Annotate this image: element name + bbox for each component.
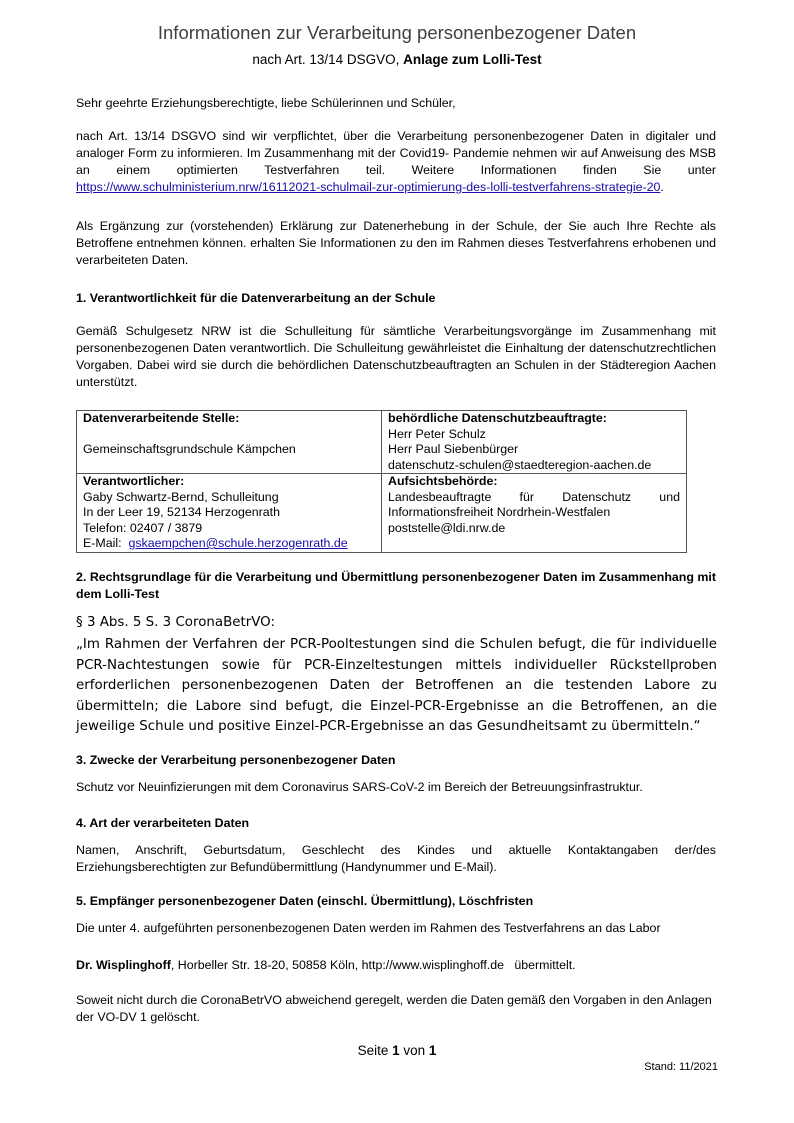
dpo-cell <box>382 411 687 474</box>
school-email-link[interactable]: gskaempchen@schule.herzogenrath.de <box>128 536 348 550</box>
link-suffix: . <box>660 180 664 194</box>
page-mid: von <box>399 1043 429 1058</box>
section5-text2: Soweit nicht durch die CoronaBetrVO abweichend geregelt, werden die Daten gemäß den Vorgaben in den Anlagen der VO-DV 1 gelöscht. <box>76 993 712 1024</box>
page-number <box>0 1043 794 1058</box>
data-processor-cell <box>77 411 382 474</box>
section4-heading: 4. Art der verarbeiteten Daten <box>76 816 250 830</box>
authority-cell <box>382 474 687 553</box>
aufsicht-line-1 <box>388 490 680 506</box>
aufsicht-word-3: Datenschutz <box>562 489 632 504</box>
lab-line <box>76 957 716 974</box>
subtitle-bold: Anlage zum Lolli-Test <box>403 52 542 67</box>
page-prefix: Seite <box>357 1043 393 1058</box>
document-date: Stand: 11/2021 <box>644 1061 718 1073</box>
ministry-link[interactable]: https://www.schulministerium.nrw/16112021-schulmail-zur-optimierung-des-lolli-testverfahrens-strategie-20 <box>76 180 661 194</box>
document-title: Informationen zur Verarbeitung personenbezogener Daten <box>157 22 637 43</box>
dsb-email: datenschutz-schulen@staedteregion-aachen.de <box>388 457 652 472</box>
section1-heading: 1. Verantwortlichkeit für die Datenverarbeitung an der Schule <box>76 291 436 305</box>
dsb-label: behördliche Datenschutzbeauftragte: <box>388 411 607 425</box>
dsb-name-1: Herr Peter Schulz <box>388 426 486 441</box>
verantw-street: In der Leer 19, 52134 Herzogenrath <box>83 505 281 519</box>
legal-quote: „Im Rahmen der Verfahren der PCR-Pooltestungen sind die Schulen befugt, die für individuelle PCR-Nachtestungen sowie für PCR-Einzeltestungen mittels individueller Rückstellproben erforderlichen personenbezogenen Daten der Betroffenen an die testenden Labore zu übermitteln; die Labore sind befugt, die Einzel-PCR-Ergebnisse an die Betroffenen, an die jeweilige Schule und positive Einzel-PCR-Ergebnisse an das Gesundheitsamt zu übermitteln.“ <box>76 637 717 734</box>
section5-heading: 5. Empfänger personenbezogener Daten (einschl. Übermittlung), Löschfristen <box>76 894 534 908</box>
aufsicht-word-2: für <box>519 489 535 504</box>
legal-reference: § 3 Abs. 5 S. 3 CoronaBetrVO: <box>76 615 276 630</box>
aufsicht-label: Aufsichtsbehörde: <box>388 474 498 488</box>
controller-cell <box>77 474 382 553</box>
section3-heading: 3. Zwecke der Verarbeitung personenbezogener Daten <box>76 753 396 767</box>
lab-address: , Horbeller Str. 18-20, 50858 Köln, http://www.wisplinghoff.de übermittelt. <box>170 958 576 972</box>
section1-text: Gemäß Schulgesetz NRW ist die Schulleitung für sämtliche Verarbeitungsvorgänge im Zusammenhang mit personenbezogenen Daten verantwortlich. Die Schulleitung gewährleistet die Einhaltung der datenschutzrechtlichen Vorgaben. Dabei wird sie durch die behördlichen Datenschutzbeauftragten an Schulen in der Städteregion Aachen unterstützt. <box>76 324 716 389</box>
intro-text: nach Art. 13/14 DSGVO sind wir verpflichtet, über die Verarbeitung personenbezogener Daten in digitaler und analoger Form zu informieren. Im Zusammenhang mit der Covid19- Pandemie nehmen wir auf Anweisung des MSB an einem optimierten Testverfahren teil. Weitere Informationen finden Sie unter <box>76 129 716 177</box>
aufsicht-line-2: Informationsfreiheit Nordrhein-Westfalen <box>388 505 611 519</box>
verantw-email-label: E-Mail: <box>83 536 129 550</box>
verantw-email-line <box>83 536 375 552</box>
section3-text: Schutz vor Neuinfizierungen mit dem Coronavirus SARS-CoV-2 im Bereich der Betreuungsinfrastruktur. <box>76 780 643 794</box>
section5-text1: Die unter 4. aufgeführten personenbezogenen Daten werden im Rahmen des Testverfahrens an das Labor <box>76 921 661 935</box>
document-subtitle <box>0 52 794 67</box>
aufsicht-word-4: und <box>659 489 680 504</box>
stelle-name: Gemeinschaftsgrundschule Kämpchen <box>83 441 296 456</box>
supplement-paragraph: Als Ergänzung zur (vorstehenden) Erklärung zur Datenerhebung in der Schule, der Sie auch Ihre Rechte als Betroffene entnehmen können. erhalten Sie Informationen zu den im Rahmen dieses Testverfahrens erhobenen und verarbeiteten Daten. <box>76 219 716 267</box>
dsb-name-2: Herr Paul Siebenbürger <box>388 442 519 456</box>
section2-heading: 2. Rechtsgrundlage für die Verarbeitung und Übermittlung personenbezogener Daten im Zusammenhang mit dem Lolli-Test <box>76 570 716 601</box>
verantw-name: Gaby Schwartz-Bernd, Schulleitung <box>83 489 279 504</box>
greeting: Sehr geehrte Erziehungsberechtigte, liebe Schülerinnen und Schüler, <box>76 96 456 110</box>
aufsicht-word-1: Landesbeauftragte <box>388 489 492 504</box>
subtitle-prefix: nach Art. 13/14 DSGVO, <box>252 52 404 67</box>
section4-text: Namen, Anschrift, Geburtsdatum, Geschlecht des Kindes und aktuelle Kontaktangaben der/des Erziehungsberechtigten zur Befundübermittlung (Handynummer und E-Mail). <box>76 843 716 874</box>
aufsicht-email: poststelle@ldi.nrw.de <box>388 520 506 535</box>
responsibility-table <box>76 410 687 553</box>
page-total: 1 <box>428 1043 437 1058</box>
lab-name: Dr. Wisplinghoff <box>76 958 171 972</box>
verantw-label: Verantwortlicher: <box>83 474 185 488</box>
intro-paragraph <box>76 128 716 196</box>
verantw-phone: Telefon: 02407 / 3879 <box>83 520 203 535</box>
stelle-label: Datenverarbeitende Stelle: <box>83 411 240 425</box>
page-current: 1 <box>392 1043 400 1058</box>
